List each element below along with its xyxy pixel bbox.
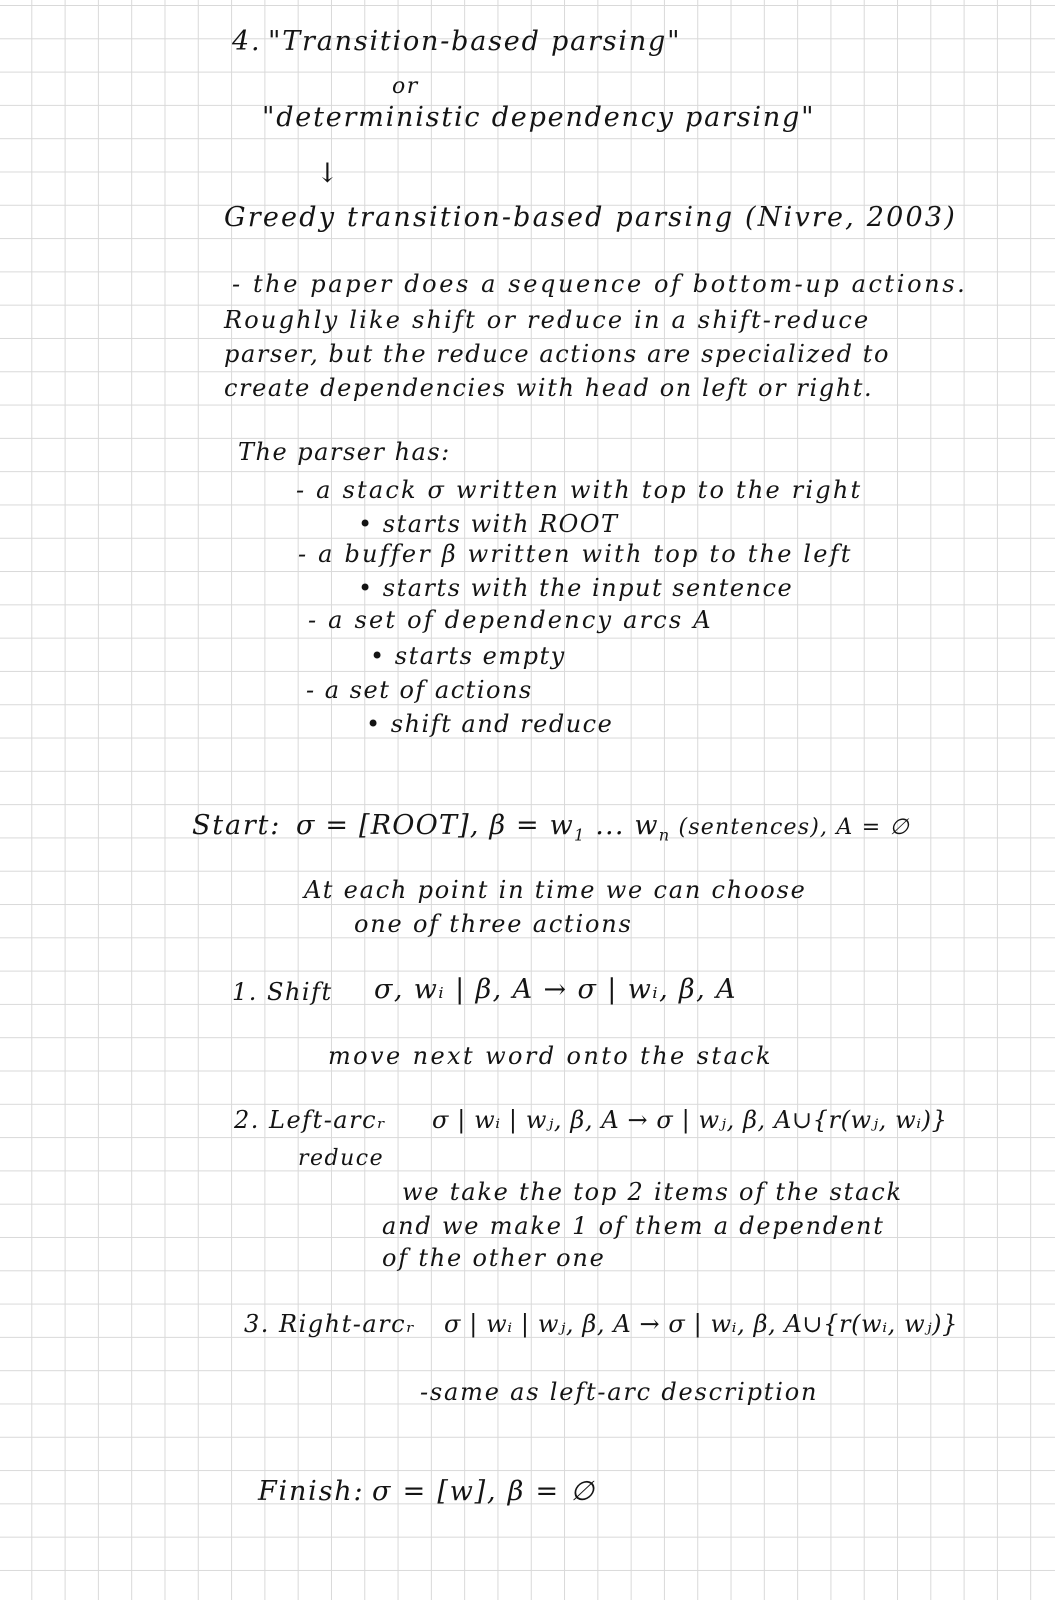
start-note-line-2: one of three actions (354, 910, 633, 938)
start-note-line-1: At each point in time we can choose (304, 876, 807, 904)
section-number: 4. (232, 26, 262, 57)
action-shift-rule: σ, wᵢ | β, A → σ | wᵢ, β, A (374, 974, 737, 1005)
parser-item-buffer: - a buffer β written with top to the left (298, 540, 853, 568)
action-shift-name: 1. Shift (232, 978, 333, 1006)
parser-subitem-arcs-start: • starts empty (370, 642, 566, 670)
action-right-arc-description: -same as left-arc description (420, 1378, 819, 1406)
action-left-arc-description-2: and we make 1 of them a dependent (382, 1212, 885, 1240)
start-label: Start: (192, 810, 282, 841)
finish-label: Finish: (258, 1476, 365, 1507)
action-left-arc-name: 2. Left-arcᵣ (234, 1106, 387, 1134)
parser-subitem-stack-start: • starts with ROOT (358, 510, 619, 538)
heading-title-deterministic: "deterministic dependency parsing" (262, 102, 816, 133)
action-left-arc-rule: σ | wᵢ | wⱼ, β, A → σ | wⱼ, β, A∪{r(wⱼ, wᵢ)} (432, 1106, 948, 1134)
heading-or: or (392, 74, 419, 99)
intro-line-4: create dependencies with head on left or right. (224, 374, 874, 402)
start-formula: σ = [ROOT], $\beta = w_1$ ... $w_n$ (sentences), A = ∅ (296, 810, 910, 845)
heading-title-transition-based: "Transition-based parsing" (268, 26, 682, 57)
intro-line-1: - the paper does a sequence of bottom-up actions. (232, 270, 968, 298)
action-shift-description: move next word onto the stack (328, 1042, 773, 1070)
parser-item-stack: - a stack σ written with top to the right (296, 476, 863, 504)
parser-title: The parser has: (238, 438, 451, 466)
finish-formula: σ = [w], β = ∅ (372, 1476, 596, 1507)
parser-item-arcs: - a set of dependency arcs A (308, 606, 713, 634)
action-left-arc-description-1: we take the top 2 items of the stack (402, 1178, 903, 1206)
intro-line-2: Roughly like shift or reduce in a shift-reduce (224, 306, 871, 334)
action-left-arc-description-3: of the other one (382, 1244, 606, 1272)
action-left-arc-note: reduce (298, 1146, 385, 1171)
parser-subitem-actions: • shift and reduce (366, 710, 614, 738)
action-right-arc-rule: σ | wᵢ | wⱼ, β, A → σ | wᵢ, β, A∪{r(wᵢ, wⱼ)} (444, 1310, 958, 1338)
parser-subitem-buffer-start: • starts with the input sentence (358, 574, 794, 602)
down-arrow-icon: ↓ (316, 158, 341, 189)
parser-item-actions: - a set of actions (306, 676, 533, 704)
subtitle-greedy-parsing: Greedy transition-based parsing (Nivre, 2003) (224, 202, 957, 233)
action-right-arc-name: 3. Right-arcᵣ (244, 1310, 416, 1338)
intro-line-3: parser, but the reduce actions are specialized to (224, 340, 891, 368)
